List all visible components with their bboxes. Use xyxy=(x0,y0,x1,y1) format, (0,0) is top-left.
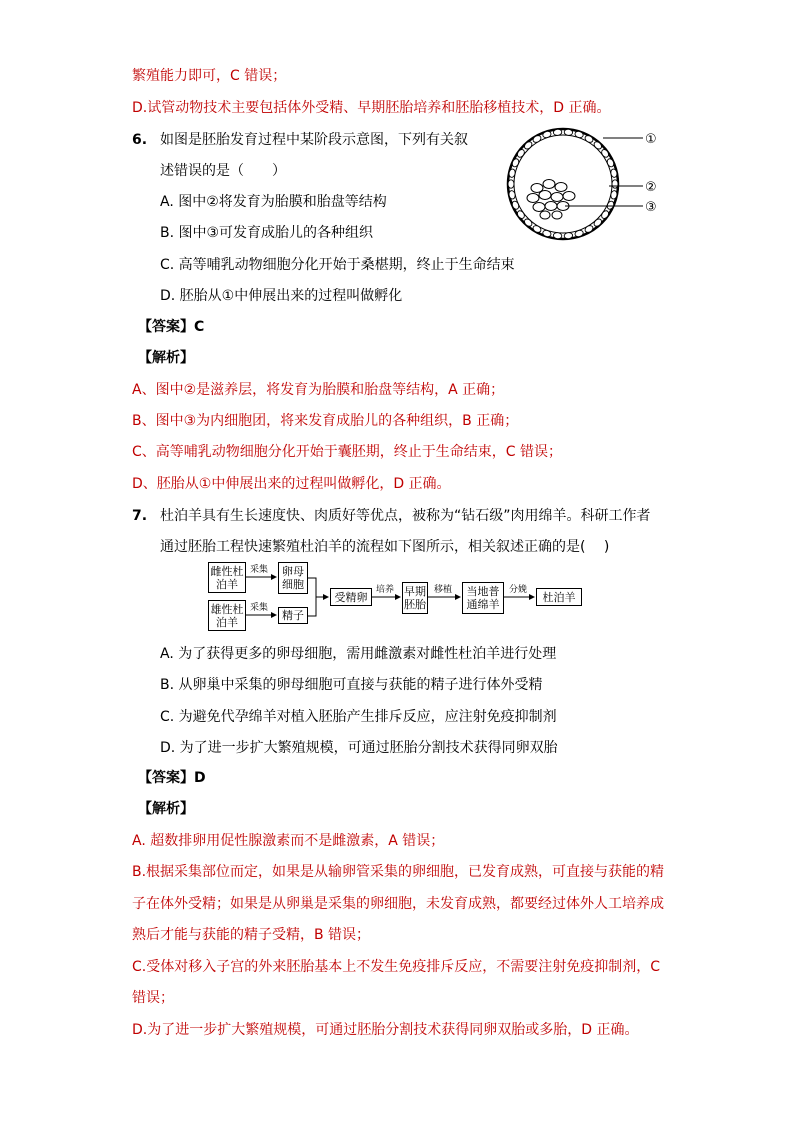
birth-label: 分娩 xyxy=(509,585,528,595)
option-b: B. 图中③可发育成胎儿的各种组织 xyxy=(160,225,374,241)
explain-line: B.根据采集部位而定，如果是从输卵管采集的卵细胞，已发育成熟，可直接与获能的精 xyxy=(132,864,665,880)
trophoblast-cell xyxy=(553,129,562,136)
question-number: 7. xyxy=(132,508,148,524)
explain-line: D.试管动物技术主要包括体外受精、早期胚胎培养和胚胎移植技术，D 正确。 xyxy=(132,100,611,116)
explain-line: C、高等哺乳动物细胞分化开始于囊胚期，终止于生命结束，C 错误； xyxy=(132,444,562,460)
female-dorper-box: 雌性杜泊羊 xyxy=(208,562,246,593)
zygote-box: 受精卵 xyxy=(330,588,372,606)
question-stem: 杜泊羊具有生长速度快、肉质好等优点，被称为“钻石级”肉用绵羊。科研工作者 xyxy=(160,508,651,524)
culture-label: 培养 xyxy=(376,585,395,595)
option-c: C. 为避免代孕绵羊对植入胚胎产生排斥反应，应注射免疫抑制剂 xyxy=(160,709,557,725)
explain-line: D.为了进一步扩大繁殖规模，可通过胚胎分割技术获得同卵双胎或多胎，D 正确。 xyxy=(132,1022,639,1038)
option-c: C. 高等哺乳动物细胞分化开始于桑椹期，终止于生命结束 xyxy=(160,257,515,273)
trophoblast-cell xyxy=(612,180,618,188)
explain-line: 错误； xyxy=(132,990,174,1006)
option-b: B. 从卵巢中采集的卵母细胞可直接与获能的精子进行体外受精 xyxy=(160,677,543,693)
question-number: 6. xyxy=(132,132,148,148)
male-dorper-box: 雄性杜泊羊 xyxy=(208,600,246,631)
explain-line: 子在体外受精；如果是从卵巢是采集的卵细胞，未发育成熟，都要经过体外人工培养成 xyxy=(132,896,664,912)
question-stem: 述错误的是（ ） xyxy=(160,163,286,179)
dorper-offspring-box: 杜泊羊 xyxy=(536,588,582,606)
label-3: ③ xyxy=(645,200,657,215)
answer: 【答案】C xyxy=(138,319,205,335)
transplant-label: 移植 xyxy=(434,585,453,595)
option-a: A. 图中②将发育为胎膜和胎盘等结构 xyxy=(160,194,387,210)
explanation-heading: 【解析】 xyxy=(138,350,194,366)
label-1: ① xyxy=(645,132,657,147)
answer: 【答案】D xyxy=(138,770,206,786)
explain-line: D、胚胎从①中伸展出来的过程叫做孵化，D 正确。 xyxy=(132,476,451,492)
option-a: A. 为了获得更多的卵母细胞，需用雌激素对雌性杜泊羊进行处理 xyxy=(160,646,557,662)
collect-label: 采集 xyxy=(250,565,269,575)
breeding-flowchart xyxy=(204,560,594,636)
option-d: D. 为了进一步扩大繁殖规模，可通过胚胎分割技术获得同卵双胎 xyxy=(160,740,558,756)
blastocyst-diagram xyxy=(505,124,665,244)
explain-line: A. 超数排卵用促性腺激素而不是雌激素，A 错误； xyxy=(132,833,445,849)
question-stem: 通过胚胎工程快速繁殖杜泊羊的流程如下图所示，相关叙述正确的是( ) xyxy=(160,539,610,555)
early-embryo-box: 早期胚胎 xyxy=(402,582,428,614)
collect-label: 采集 xyxy=(250,603,269,613)
explain-line: C.受体对移入子宫的外来胚胎基本上不发生免疫排斥反应，不需要注射免疫抑制剂，C xyxy=(132,959,660,975)
explain-line: B、图中③为内细胞团，将来发育成胎儿的各种组织，B 正确； xyxy=(132,413,519,429)
oocyte-box: 卵母细胞 xyxy=(278,562,308,594)
trophoblast-cell xyxy=(564,129,573,136)
explain-line: 繁殖能力即可，C 错误； xyxy=(132,68,287,84)
explanation-heading: 【解析】 xyxy=(138,801,194,817)
trophoblast-cell xyxy=(553,232,562,239)
trophoblast-cell xyxy=(564,232,573,239)
sperm-box: 精子 xyxy=(278,607,308,624)
surrogate-sheep-box: 当地普通绵羊 xyxy=(462,582,504,614)
option-d: D. 胚胎从①中伸展出来的过程叫做孵化 xyxy=(160,288,403,304)
explain-line: 熟后才能与获能的精子受精，B 错误； xyxy=(132,927,371,943)
label-2: ② xyxy=(645,180,657,195)
explain-line: A、图中②是滋养层，将发育为胎膜和胎盘等结构，A 正确； xyxy=(132,382,505,398)
question-stem: 如图是胚胎发育过程中某阶段示意图，下列有关叙 xyxy=(160,132,468,148)
trophoblast-cell xyxy=(508,180,514,188)
